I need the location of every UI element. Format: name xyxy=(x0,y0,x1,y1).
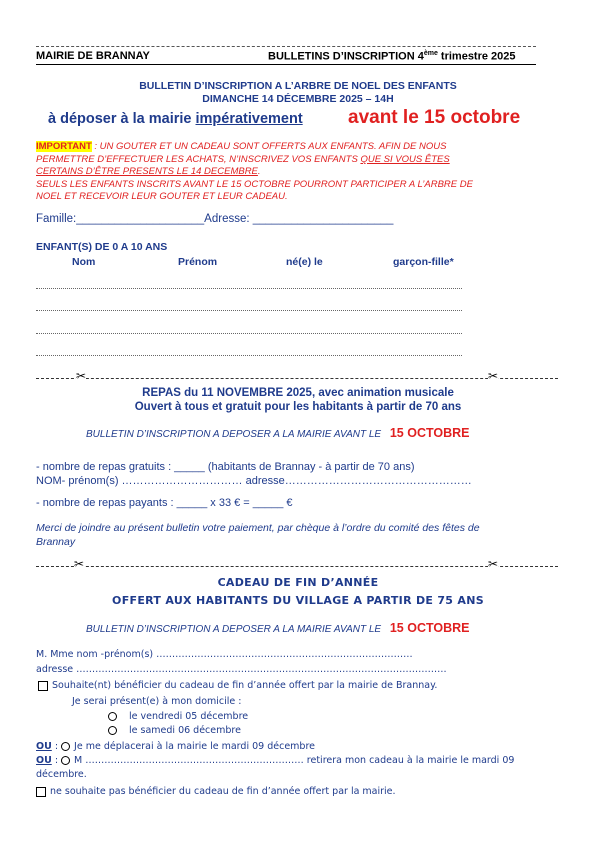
option-retirera[interactable]: OU : M …………………………………………………………… retirera mon cadeau à la mairie le mardi 09 xyxy=(36,755,515,766)
deposer-line: à déposer à la mairie impérativement xyxy=(48,111,303,127)
noel-title-2: DIMANCHE 14 DÉCEMBRE 2025 – 14H xyxy=(202,93,394,105)
cadeau-title-2: OFFERT AUX HABITANTS DU VILLAGE A PARTIR DE 75 ANS xyxy=(112,594,484,607)
scissors-icon: ✂ xyxy=(76,369,87,383)
enfants-title: ENFANT(S) DE 0 A 10 ANS xyxy=(36,241,168,253)
repas-title-2: Ouvert à tous et gratuit pour les habitants à partir de 70 ans xyxy=(134,401,462,413)
child-row-line[interactable] xyxy=(36,355,462,356)
repas-payants-field[interactable]: - nombre de repas payants : _____ x 33 € = _____ € xyxy=(36,497,293,509)
col-nom: Nom xyxy=(72,256,96,268)
cut-line-2 xyxy=(36,557,558,571)
merci-line-2: Brannay xyxy=(36,536,76,548)
repas-bulletin-line: BULLETIN D’INSCRIPTION A DEPOSER A LA MAIRIE AVANT LE 15 OCTOBRE xyxy=(86,426,470,440)
bulletins-header: BULLETINS D’INSCRIPTION 4ème trimestre 2025 xyxy=(268,50,516,63)
col-sexe: garçon-fille* xyxy=(393,256,454,268)
col-ne-le: né(e) le xyxy=(286,256,323,268)
scissors-icon: ✂ xyxy=(488,369,499,383)
domicile-label: Je serai présent(e) à mon domicile : xyxy=(72,696,242,707)
important-line-2: PERMETTRE D’EFFECTUER LES ACHATS, N’INSCRIVEZ VOS ENFANTS QUE SI VOUS ÊTES xyxy=(36,154,450,165)
scissors-icon: ✂ xyxy=(74,557,85,571)
repas-gratuits-field[interactable]: - nombre de repas gratuits : _____ (habitants de Brannay - à partir de 70 ans) xyxy=(36,461,415,473)
option-vendredi[interactable]: le vendredi 05 décembre xyxy=(108,711,248,722)
checkbox[interactable] xyxy=(38,681,48,691)
important-line-4: SEULS LES ENFANTS INSCRITS AVANT LE 15 OCTOBRE POURRONT PARTICIPER A L’ARBRE DE xyxy=(36,179,473,190)
checkbox[interactable] xyxy=(36,787,46,797)
option-samedi[interactable]: le samedi 06 décembre xyxy=(108,725,241,736)
top-dashed-rule xyxy=(36,46,536,47)
radio-circle[interactable] xyxy=(108,726,117,735)
souhaite-option[interactable]: Souhaite(nt) bénéficier du cadeau de fin d’année offert par la mairie de Brannay. xyxy=(38,680,437,691)
repas-nom-field[interactable]: NOM- prénom(s) …………………………… adresse…………………………………………… xyxy=(36,475,472,487)
radio-circle[interactable] xyxy=(108,712,117,721)
repas-title-1: REPAS du 11 NOVEMBRE 2025, avec animation musicale xyxy=(142,387,454,399)
ne-souhaite-option[interactable]: ne souhaite pas bénéficier du cadeau de fin d’année offert par la mairie. xyxy=(36,786,396,797)
decembre-text: décembre. xyxy=(36,769,87,780)
mairie-name: MAIRIE DE BRANNAY xyxy=(36,50,150,62)
radio-circle[interactable] xyxy=(61,742,70,751)
child-row-line[interactable] xyxy=(36,288,462,289)
cadeau-title-1: CADEAU DE FIN D’ANNÉE xyxy=(217,576,379,589)
child-row-line[interactable] xyxy=(36,333,462,334)
cut-line-1 xyxy=(36,369,558,383)
important-line-5: NOEL ET RECEVOIR LEUR GOUTER ET LEUR CADEAU. xyxy=(36,191,288,202)
col-prenom: Prénom xyxy=(178,256,218,268)
merci-line-1: Merci de joindre au présent bulletin votre paiement, par chèque à l’ordre du comité des fêtes de xyxy=(36,522,480,534)
cadeau-nom-field[interactable]: M. Mme nom -prénom(s) ……………………………………………………………………… xyxy=(36,649,413,660)
cut-dash xyxy=(36,378,558,379)
scissors-icon: ✂ xyxy=(488,557,499,571)
child-row-line[interactable] xyxy=(36,310,462,311)
header-rule xyxy=(36,64,536,65)
important-line-3: CERTAINS D’ÊTRE PRESENTS LE 14 DECEMBRE. xyxy=(36,166,261,177)
avant-le: avant le 15 octobre xyxy=(348,107,521,128)
cut-dash xyxy=(36,566,558,567)
noel-title-1: BULLETIN D’INSCRIPTION A L’ARBRE DE NOEL DES ENFANTS xyxy=(139,80,457,92)
famille-adresse-field[interactable]: Famille:____________________Adresse: ______________________ xyxy=(36,213,394,225)
important-line-1: IMPORTANT : UN GOUTER ET UN CADEAU SONT OFFERTS AUX ENFANTS. AFIN DE NOUS xyxy=(36,141,447,152)
cadeau-bulletin-line: BULLETIN D’INSCRIPTION A DEPOSER A LA MAIRIE AVANT LE 15 OCTOBRE xyxy=(86,621,470,635)
radio-circle[interactable] xyxy=(61,756,70,765)
cadeau-adresse-field[interactable]: adresse ……………………………………………………………………………………………………… xyxy=(36,664,447,675)
option-deplacerai[interactable]: OU : Je me déplacerai à la mairie le mardi 09 décembre xyxy=(36,741,315,752)
